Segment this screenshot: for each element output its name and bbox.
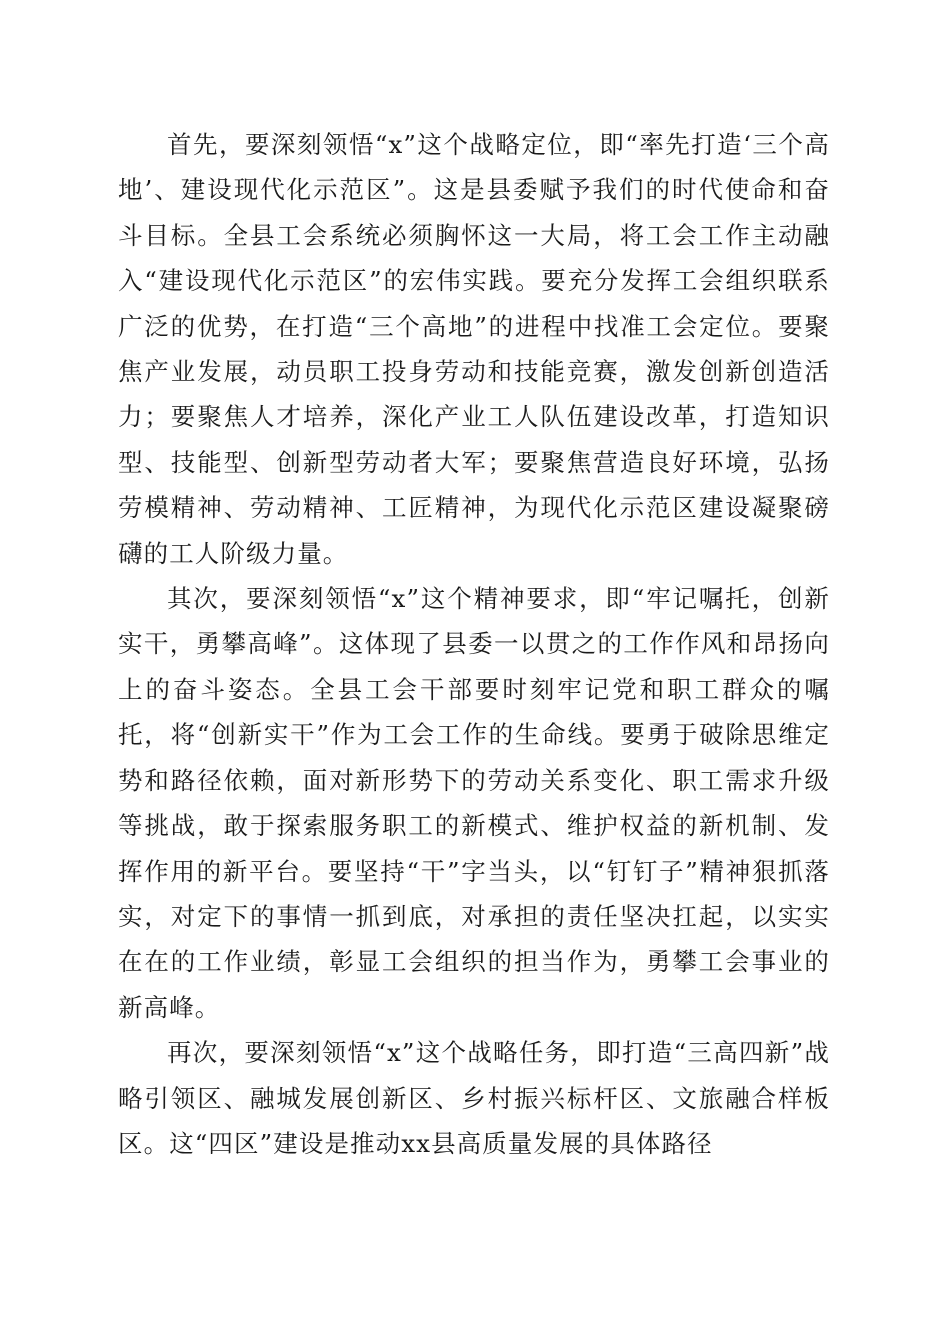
paragraph-spiritual-requirement: 其次，要深刻领悟“x”这个精神要求，即“牢记嘱托，创新实干，勇攀高峰”。这体现了县委一以贯之的工作作风和昂扬向上的奋斗姿态。全县工会干部要时刻牢记党和职工群众的嘱托，将“创新实干”作为工会工作的生命线。要勇于破除思维定势和路径依赖，面对新形势下的劳动关系变化、职工需求升级等挑战，敢于探索服务职工的新模式、维护权益的新机制、发挥作用的新平台。要坚持“干”字当头，以“钉钉子”精神狠抓落实，对定下的事情一抓到底，对承担的责任坚决扛起，以实实在在的工作业绩，彰显工会组织的担当作为，勇攀工会事业的新高峰。 [118, 584, 830, 1022]
paragraph-strategic-task: 再次，要深刻领悟“x”这个战略任务，即打造“三高四新”战略引领区、融城发展创新区、乡村振兴标杆区、文旅融合样板区。这“四区”建设是推动xx县高质量发展的具体路径 [118, 1038, 830, 1158]
document-body [118, 122, 830, 1166]
paragraph-strategic-positioning: 首先，要深刻领悟“x”这个战略定位，即“率先打造‘三个高地’、建设现代化示范区”。这是县委赋予我们的时代使命和奋斗目标。全县工会系统必须胸怀这一大局，将工会工作主动融入“建设现代化示范区”的宏伟实践。要充分发挥工会组织联系广泛的优势，在打造“三个高地”的进程中找准工会定位。要聚焦产业发展，动员职工投身劳动和技能竞赛，激发创新创造活力；要聚焦人才培养，深化产业工人队伍建设改革，打造知识型、技能型、创新型劳动者大军；要聚焦营造良好环境，弘扬劳模精神、劳动精神、工匠精神，为现代化示范区建设凝聚磅礴的工人阶级力量。 [118, 130, 830, 568]
